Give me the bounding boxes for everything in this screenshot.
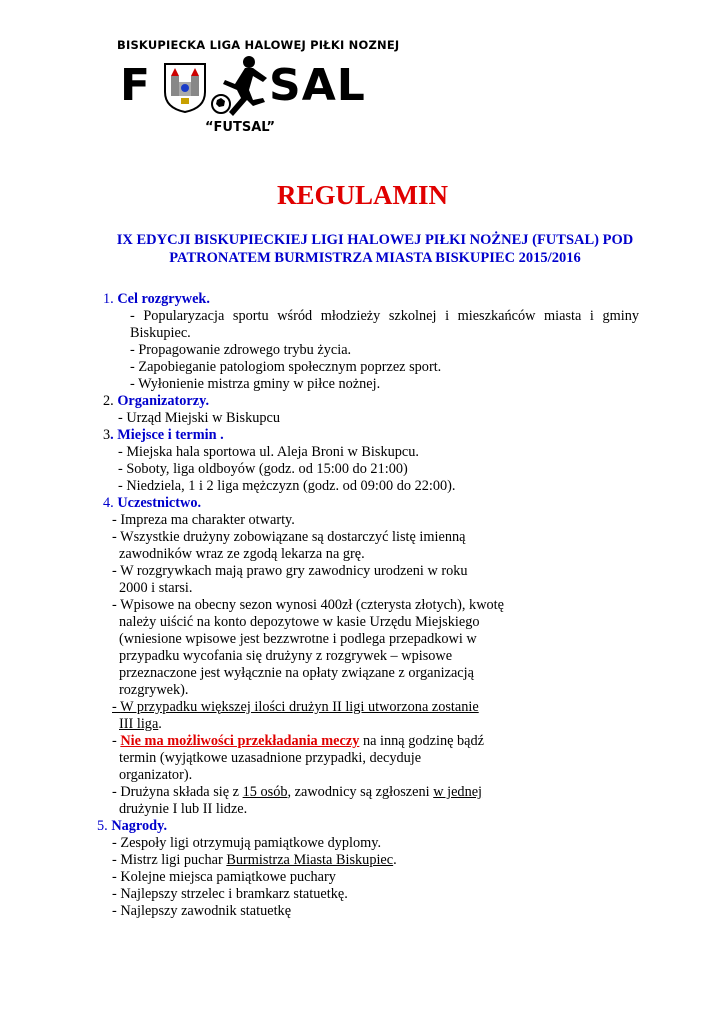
list-item: należy uiścić na konto depozytowe w kasie Urzędu Miejskiego bbox=[119, 614, 480, 630]
list-item: - Propagowanie zdrowego trybu życia. bbox=[130, 342, 352, 358]
section-5-heading bbox=[97, 818, 167, 835]
list-text: na inną godzinę bądź bbox=[359, 733, 485, 749]
section-title: Cel rozgrywek. bbox=[117, 291, 210, 307]
list-item: - Kolejne miejsca pamiątkowe puchary bbox=[112, 869, 336, 885]
highlighted-warning: Nie ma możliwości przekładania meczy bbox=[120, 733, 360, 749]
logo-league-name: BISKUPIECKA LIGA HALOWEJ PIŁKI NOZNEJ bbox=[117, 38, 400, 52]
section-4-heading bbox=[103, 495, 201, 512]
section-1-heading bbox=[103, 291, 210, 308]
list-item: - Najlepszy strzelec i bramkarz statuetkę. bbox=[112, 886, 348, 902]
underlined-text: W przypadku większej ilości drużyn II ligi utworzona zostanie bbox=[120, 699, 479, 715]
list-item: 2000 i starsi. bbox=[119, 580, 193, 596]
list-item: - Zapobieganie patologiom społecznym poprzez sport. bbox=[130, 359, 442, 375]
list-item: termin (wyjątkowe uzasadnione przypadki, decyduje bbox=[119, 750, 422, 766]
list-item bbox=[112, 699, 479, 716]
list-text: - Drużyna składa się z bbox=[112, 784, 243, 800]
list-item: - Popularyzacja sportu wśród młodzieży szkolnej i mieszkańców miasta i gminy bbox=[130, 308, 639, 324]
logo-letter-f: F bbox=[120, 60, 151, 111]
period: . bbox=[158, 716, 162, 732]
list-item: - Miejska hala sportowa ul. Aleja Broni w Biskupcu. bbox=[118, 444, 419, 460]
list-item: - Wpisowe na obecny sezon wynosi 400zł (czterysta złotych), kwotę bbox=[112, 597, 504, 613]
list-item bbox=[112, 784, 482, 801]
underlined-text: III liga bbox=[119, 716, 159, 732]
underlined-text: w jednej bbox=[433, 784, 483, 800]
list-item: - Wszystkie drużyny zobowiązane są dostarczyć listę imienną bbox=[112, 529, 466, 545]
logo-futsal-subtitle: “FUTSAL” bbox=[205, 120, 275, 135]
list-item: przypadku wycofania się drużyny z rozgrywek – wpisowe bbox=[119, 648, 453, 664]
list-item: - Najlepszy zawodnik statuetkę bbox=[112, 903, 292, 919]
underlined-text: 15 osób bbox=[242, 784, 288, 800]
section-title: Uczestnictwo. bbox=[117, 495, 202, 511]
document-subtitle: IX EDYCJI BISKUPIECKIEJ LIGI HALOWEJ PIŁKI NOŻNEJ (FUTSAL) POD PATRONATEM BURMISTRZA MIASTA BISKUPIEC 2015/2016 bbox=[116, 232, 634, 266]
list-item: - Niedziela, 1 i 2 liga mężczyzn (godz. od 09:00 do 22:00). bbox=[118, 478, 456, 494]
list-item: - Wyłonienie mistrza gminy w piłce nożnej. bbox=[130, 376, 381, 392]
list-item: Biskupiec. bbox=[130, 325, 191, 341]
section-number: 4. bbox=[103, 495, 114, 511]
list-item: drużynie I lub II lidze. bbox=[119, 801, 248, 817]
section-title: . Miejsce i termin . bbox=[110, 427, 224, 443]
section-title: Nagrody. bbox=[111, 818, 168, 834]
list-item bbox=[112, 852, 397, 869]
list-item: - W rozgrywkach mają prawo gry zawodnicy urodzeni w roku bbox=[112, 563, 468, 579]
list-text: , zawodnicy są zgłoszeni bbox=[287, 784, 434, 800]
list-item: - Soboty, liga oldboyów (godz. od 15:00 do 21:00) bbox=[118, 461, 408, 477]
section-3-heading bbox=[103, 427, 224, 444]
list-item: przeznaczone jest wyłącznie na opłaty związane z organizacją bbox=[119, 665, 474, 681]
list-item: - Zespoły ligi otrzymują pamiątkowe dyplomy. bbox=[112, 835, 382, 851]
document-title: REGULAMIN bbox=[276, 180, 448, 210]
list-item bbox=[112, 733, 484, 750]
section-title: Organizatorzy. bbox=[117, 393, 210, 409]
list-text: . bbox=[393, 852, 397, 868]
list-item: (wniesione wpisowe jest bezzwrotne i podlega przepadkowi w bbox=[119, 631, 477, 647]
underlined-text: Burmistrza Miasta Biskupiec bbox=[226, 852, 394, 868]
logo-letters-sal: SAL bbox=[269, 60, 366, 111]
section-number: 3 bbox=[103, 427, 111, 443]
list-dash: - bbox=[112, 733, 121, 749]
section-number: 1. bbox=[103, 291, 114, 307]
list-item: organizator). bbox=[119, 767, 193, 783]
town-crest-icon bbox=[163, 62, 207, 114]
list-item: zawodników wraz ze zgodą lekarza na grę. bbox=[119, 546, 365, 562]
section-number: 2. bbox=[103, 393, 114, 409]
list-item: - Impreza ma charakter otwarty. bbox=[112, 512, 295, 528]
futsal-league-logo bbox=[117, 38, 400, 138]
list-text: - Mistrz ligi puchar bbox=[112, 852, 227, 868]
list-dash: - bbox=[112, 699, 121, 715]
list-item: rozgrywek). bbox=[119, 682, 189, 698]
section-number: 5. bbox=[97, 818, 108, 834]
section-2-heading bbox=[103, 393, 209, 410]
football-player-icon bbox=[209, 54, 271, 118]
list-item bbox=[119, 716, 162, 733]
list-item: - Urząd Miejski w Biskupcu bbox=[118, 410, 281, 426]
